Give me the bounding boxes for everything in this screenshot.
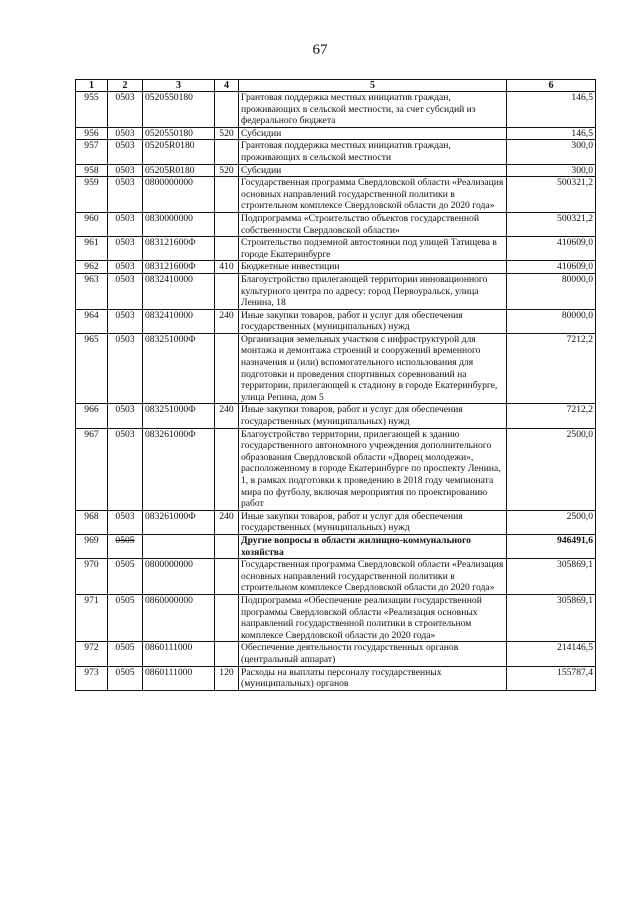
- cell-name: Государственная программа Свердловской области «Реализация основных направлений государственной политики в строительном комплексе Свердловской области до 2020 года»: [239, 177, 507, 213]
- cell-row-number: 967: [76, 428, 108, 510]
- cell-amount: 946491,6: [507, 534, 596, 558]
- table-row: [76, 534, 596, 558]
- cell-name: Иные закупки товаров, работ и услуг для обеспечения государственных (муниципальных) нужд: [239, 510, 507, 534]
- cell-target-code: 0830000000: [143, 212, 215, 236]
- cell-expense-type: [215, 212, 239, 236]
- header-col-4: 4: [215, 80, 239, 92]
- cell-expense-type: [215, 92, 239, 128]
- cell-amount: 500321,2: [507, 212, 596, 236]
- cell-target-code: 0520550180: [143, 92, 215, 128]
- cell-target-code: 0860111000: [143, 642, 215, 666]
- cell-target-code: 083121600Ф: [143, 261, 215, 274]
- cell-section-code: 0505: [108, 666, 143, 690]
- table-row: [76, 127, 596, 140]
- cell-name: Иные закупки товаров, работ и услуг для обеспечения государственных (муниципальных) нужд: [239, 404, 507, 428]
- cell-amount: 410609,0: [507, 261, 596, 274]
- cell-section-code: 0503: [108, 309, 143, 333]
- budget-table: [75, 79, 596, 691]
- cell-target-code: 05205R0180: [143, 140, 215, 164]
- cell-row-number: 964: [76, 309, 108, 333]
- cell-section-code: 0505: [108, 642, 143, 666]
- cell-name: Организация земельных участков с инфраструктурой для монтажа и демонтажа строений и сооружений временного назначения и (или) вспомогательного использования для подготовки и проведения спортивных соревнований на территории, прилегающей к стадиону в городе Екатеринбурге, улица Репина, дом 5: [239, 333, 507, 404]
- cell-target-code: 05205R0180: [143, 164, 215, 177]
- cell-amount: 410609,0: [507, 237, 596, 261]
- cell-expense-type: 240: [215, 510, 239, 534]
- table-body: [76, 92, 596, 691]
- cell-target-code: 083121600Ф: [143, 237, 215, 261]
- cell-row-number: 959: [76, 177, 108, 213]
- cell-row-number: 973: [76, 666, 108, 690]
- table-row: [76, 594, 596, 641]
- cell-expense-type: [215, 237, 239, 261]
- cell-row-number: 972: [76, 642, 108, 666]
- cell-amount: 214146,5: [507, 642, 596, 666]
- cell-amount: 305869,1: [507, 559, 596, 595]
- cell-row-number: 956: [76, 127, 108, 140]
- cell-name: Грантовая поддержка местных инициатив граждан, проживающих в сельской местности: [239, 140, 507, 164]
- cell-section-code: 0503: [108, 237, 143, 261]
- cell-section-code: 0503: [108, 164, 143, 177]
- cell-amount: 80000,0: [507, 273, 596, 309]
- cell-amount: 2500,0: [507, 428, 596, 510]
- cell-row-number: 969: [76, 534, 108, 558]
- cell-section-code: 0503: [108, 127, 143, 140]
- cell-section-code: 0503: [108, 177, 143, 213]
- cell-target-code: 0832410000: [143, 309, 215, 333]
- table-row: [76, 309, 596, 333]
- cell-name: Благоустройство прилегающей территории инновационного культурного центра по адресу: город Первоуральск, улица Ленина, 18: [239, 273, 507, 309]
- table-row: [76, 140, 596, 164]
- cell-row-number: 971: [76, 594, 108, 641]
- cell-expense-type: 520: [215, 164, 239, 177]
- cell-expense-type: [215, 428, 239, 510]
- table-row: [76, 428, 596, 510]
- table-row: [76, 237, 596, 261]
- cell-row-number: 970: [76, 559, 108, 595]
- cell-section-code: 0505: [108, 594, 143, 641]
- cell-section-code: 0505: [108, 534, 143, 558]
- cell-name: Благоустройство территории, прилегающей к зданию государственного автономного учреждения дополнительного образования Свердловской области «Дворец молодежи», расположенному в городе Екатеринбурге по проспекту Ленина, 1, в рамках подготовки к проведению в 2018 году чемпионата мира по футболу, включая мероприятия по проектированию работ: [239, 428, 507, 510]
- cell-name: Обеспечение деятельности государственных органов (центральный аппарат): [239, 642, 507, 666]
- cell-target-code: 083251000Ф: [143, 333, 215, 404]
- cell-amount: 7212,2: [507, 404, 596, 428]
- cell-name: Расходы на выплаты персоналу государственных (муниципальных) органов: [239, 666, 507, 690]
- cell-expense-type: [215, 333, 239, 404]
- table-row: [76, 642, 596, 666]
- table-row: [76, 404, 596, 428]
- table-row: [76, 510, 596, 534]
- cell-expense-type: [215, 140, 239, 164]
- header-col-5: 5: [239, 80, 507, 92]
- table-row: [76, 164, 596, 177]
- header-col-1: 1: [76, 80, 108, 92]
- table-row: [76, 273, 596, 309]
- header-col-2: 2: [108, 80, 143, 92]
- cell-row-number: 955: [76, 92, 108, 128]
- cell-expense-type: [215, 559, 239, 595]
- cell-row-number: 961: [76, 237, 108, 261]
- cell-amount: 300,0: [507, 164, 596, 177]
- cell-target-code: 0832410000: [143, 273, 215, 309]
- cell-expense-type: 120: [215, 666, 239, 690]
- cell-section-code: 0503: [108, 273, 143, 309]
- cell-amount: 146,5: [507, 127, 596, 140]
- cell-amount: 305869,1: [507, 594, 596, 641]
- table-row: [76, 261, 596, 274]
- cell-expense-type: 520: [215, 127, 239, 140]
- cell-section-code: 0503: [108, 261, 143, 274]
- cell-name: Подпрограмма «Обеспечение реализации государственной программы Свердловской области «Реализация основных направлений государственной политики в строительном комплексе Свердловской области до 2020 года»: [239, 594, 507, 641]
- cell-row-number: 963: [76, 273, 108, 309]
- cell-section-code: 0503: [108, 333, 143, 404]
- table-row: [76, 666, 596, 690]
- cell-target-code: 0800000000: [143, 559, 215, 595]
- table-row: [76, 212, 596, 236]
- header-col-3: 3: [143, 80, 215, 92]
- cell-name: Субсидии: [239, 164, 507, 177]
- cell-amount: 500321,2: [507, 177, 596, 213]
- cell-expense-type: [215, 177, 239, 213]
- cell-target-code: 0860000000: [143, 594, 215, 641]
- cell-amount: 146,5: [507, 92, 596, 128]
- cell-section-code: 0503: [108, 140, 143, 164]
- cell-row-number: 960: [76, 212, 108, 236]
- cell-row-number: 965: [76, 333, 108, 404]
- cell-section-code: 0503: [108, 510, 143, 534]
- cell-name: Бюджетные инвестиции: [239, 261, 507, 274]
- cell-expense-type: [215, 594, 239, 641]
- cell-target-code: [143, 534, 215, 558]
- cell-target-code: 0520550180: [143, 127, 215, 140]
- cell-target-code: 083261000Ф: [143, 428, 215, 510]
- cell-target-code: 0860111000: [143, 666, 215, 690]
- cell-target-code: 083251000Ф: [143, 404, 215, 428]
- table-row: [76, 333, 596, 404]
- cell-target-code: 0800000000: [143, 177, 215, 213]
- table-row: [76, 92, 596, 128]
- cell-amount: 300,0: [507, 140, 596, 164]
- cell-name: Государственная программа Свердловской области «Реализация основных направлений государственной политики в строительном комплексе Свердловской области до 2020 года»: [239, 559, 507, 595]
- cell-section-code: 0505: [108, 559, 143, 595]
- cell-row-number: 968: [76, 510, 108, 534]
- cell-name: Строительство подземной автостоянки под улицей Татищева в городе Екатеринбурге: [239, 237, 507, 261]
- cell-row-number: 962: [76, 261, 108, 274]
- cell-row-number: 958: [76, 164, 108, 177]
- cell-name: Другие вопросы в области жилищно-коммунального хозяйства: [239, 534, 507, 558]
- cell-expense-type: [215, 642, 239, 666]
- cell-section-code: 0503: [108, 212, 143, 236]
- table-header-row: [76, 80, 596, 92]
- table-row: [76, 177, 596, 213]
- cell-section-code: 0503: [108, 404, 143, 428]
- cell-amount: 7212,2: [507, 333, 596, 404]
- cell-amount: 155787,4: [507, 666, 596, 690]
- cell-expense-type: [215, 273, 239, 309]
- cell-target-code: 083261000Ф: [143, 510, 215, 534]
- cell-section-code: 0503: [108, 92, 143, 128]
- cell-name: Подпрограмма «Строительство объектов государственной собственности Свердловской области»: [239, 212, 507, 236]
- cell-expense-type: 240: [215, 309, 239, 333]
- cell-expense-type: 410: [215, 261, 239, 274]
- cell-expense-type: 240: [215, 404, 239, 428]
- page-number: 67: [312, 42, 328, 58]
- cell-section-code: 0503: [108, 428, 143, 510]
- header-col-6: 6: [507, 80, 596, 92]
- cell-name: Субсидии: [239, 127, 507, 140]
- cell-amount: 80000,0: [507, 309, 596, 333]
- cell-amount: 2500,0: [507, 510, 596, 534]
- cell-row-number: 966: [76, 404, 108, 428]
- table-row: [76, 559, 596, 595]
- cell-expense-type: [215, 534, 239, 558]
- cell-name: Грантовая поддержка местных инициатив граждан, проживающих в сельской местности, за счет субсидий из федерального бюджета: [239, 92, 507, 128]
- cell-row-number: 957: [76, 140, 108, 164]
- cell-name: Иные закупки товаров, работ и услуг для обеспечения государственных (муниципальных) нужд: [239, 309, 507, 333]
